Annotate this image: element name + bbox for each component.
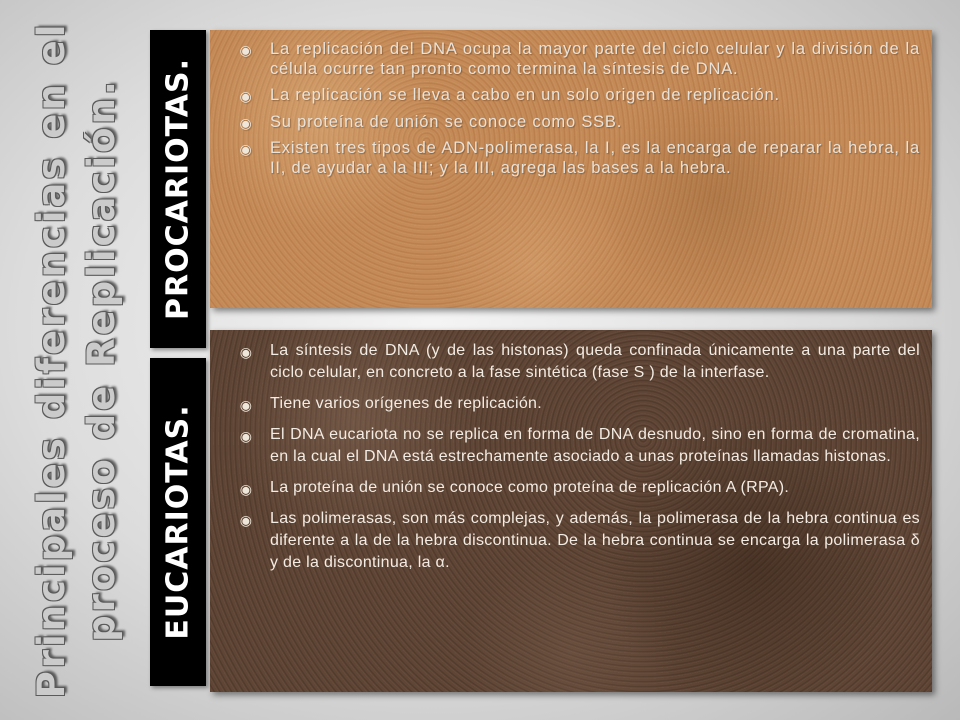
bullet-text: Su proteína de unión se conoce como SSB. (270, 112, 623, 131)
slide-title (18, 21, 136, 699)
circle-bullet-icon: ◉ (239, 141, 253, 157)
eukaryotes-label-text: EUCARIOTAS. (160, 404, 196, 640)
bullet-item (236, 424, 920, 468)
prokaryotes-panel (210, 30, 932, 308)
bullet-text: La replicación se lleva a cabo en un solo origen de replicación. (270, 86, 780, 104)
eukaryotes-panel (210, 330, 932, 692)
circle-bullet-icon: ◉ (239, 397, 253, 413)
bullet-text: Existen tres tipos de ADN-polimerasa, la I, es la encarga de reparar la hebra, la II, de ayudar a la III; y la III, agrega las bases a la hebra. (270, 139, 920, 177)
circle-bullet-icon: ◉ (239, 344, 253, 360)
bullet-text: Las polimerasas, son más complejas, y además, la polimerasa de la hebra continua es diferente a la de la hebra discontinua. De la hebra continua se encarga la polimerasa δ y de la discontinua, la α. (270, 510, 920, 571)
slide-title-line-1: Principales diferencias en el (30, 21, 73, 699)
circle-bullet-icon: ◉ (239, 512, 253, 528)
prokaryotes-label (150, 30, 206, 348)
bullet-item (236, 477, 920, 499)
bullet-item (236, 508, 920, 574)
bullet-text: La síntesis de DNA (y de las histonas) queda confinada únicamente a una parte del ciclo celular, en concreto a la fase sintética (fase S ) de la interfase. (270, 342, 920, 381)
bullet-text: La proteína de unión se conoce como proteína de replicación A (RPA). (270, 479, 790, 496)
slide-title-container (18, 21, 136, 699)
prokaryotes-label-text: PROCARIOTAS. (160, 58, 196, 320)
prokaryotes-bullet-list (236, 40, 920, 178)
bullet-item (236, 86, 920, 106)
bullet-text: El DNA eucariota no se replica en forma de DNA desnudo, sino en forma de cromatina, en la cual el DNA está estrechamente asociado a unas proteínas llamadas histonas. (270, 426, 920, 465)
circle-bullet-icon: ◉ (239, 481, 253, 497)
bullet-item (236, 113, 920, 133)
bullet-item (236, 139, 920, 178)
bullet-text: Tiene varios orígenes de replicación. (270, 395, 542, 412)
bullet-item (236, 340, 920, 384)
circle-bullet-icon: ◉ (239, 42, 253, 58)
slide-title-line-2: proceso de Replicación. (80, 78, 123, 642)
eukaryotes-bullet-list (236, 340, 920, 574)
eukaryotes-label (150, 358, 206, 686)
bullet-text: La replicación del DNA ocupa la mayor parte del ciclo celular y la división de la célula ocurre tan pronto como termina la síntesis de DNA. (270, 40, 920, 78)
circle-bullet-icon: ◉ (239, 114, 253, 131)
circle-bullet-icon: ◉ (239, 428, 253, 444)
bullet-item (236, 40, 920, 79)
circle-bullet-icon: ◉ (239, 88, 253, 104)
bullet-item (236, 393, 920, 415)
